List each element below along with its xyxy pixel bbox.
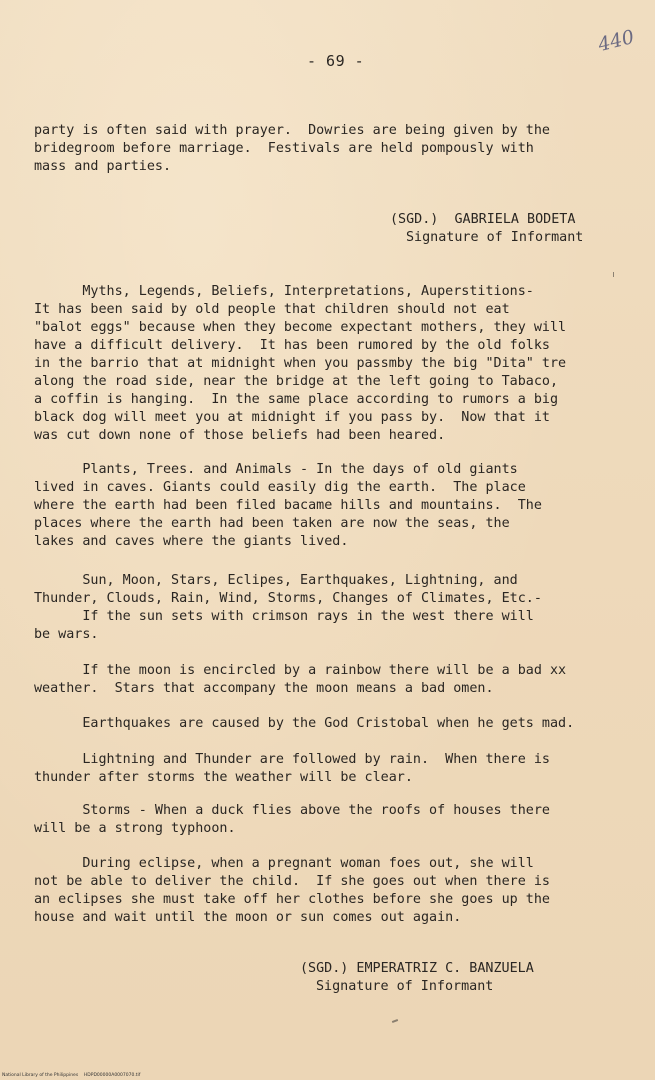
signature-caption-2: Signature of Informant xyxy=(316,979,494,994)
signature-name-2: (SGD.) EMPERATRIZ C. BANZUELA xyxy=(300,961,534,976)
paragraph-myths: Myths, Legends, Beliefs, Interpretations, Auperstitions- It has been said by old people that children should not eat "balot eggs" because when they become expectant mothers, they will have a difficult delivery. It has been rumored by the old folks in the barrio that at midnight when you passmby the big "Dita" tre along the road side, near the bridge at the left going to Tabaco, a coffin is hanging. In the same place according to rumors a big black dog will meet you at midnight if you pass by. Now that it was cut down none of those beliefs had been heared. xyxy=(34,284,567,443)
footer-credit: National Library of the Philippines HDPD00000A0007070.tif xyxy=(2,1073,141,1078)
paragraph-lightning: Lightning and Thunder are followed by rain. When there is thunder after storms the weather will be clear. xyxy=(34,752,550,785)
handwritten-page-number: 440 xyxy=(595,25,637,57)
paragraph-moon: If the moon is encircled by a rainbow there will be a bad xx weather. Stars that accompany the moon means a bad omen. xyxy=(34,663,567,696)
paragraph-earthquakes: Earthquakes are caused by the God Cristobal when he gets mad. xyxy=(34,716,575,731)
ink-speck xyxy=(392,1019,398,1023)
paragraph-customs: party is often said with prayer. Dowries are being given by the bridegroom before marriage. Festivals are held pompously with mass and parties. xyxy=(34,123,550,174)
ink-speck xyxy=(613,272,614,277)
paragraph-plants: Plants, Trees. and Animals - In the days of old giants lived in caves. Giants could easily dig the earth. The place where the earth had been filed bacame hills and mountains. The places where the earth had been taken are now the seas, the lakes and caves where the giants lived. xyxy=(34,462,542,549)
paragraph-storms: Storms - When a duck flies above the roofs of houses there will be a strong typhoon. xyxy=(34,803,550,836)
paragraph-sun: Sun, Moon, Stars, Eclipes, Earthquakes, Lightning, and Thunder, Clouds, Rain, Wind, Storms, Changes of Climates, Etc.- If the sun sets with crimson rays in the west there will be wars. xyxy=(34,573,542,642)
signature-name-1: (SGD.) GABRIELA BODETA xyxy=(390,212,576,227)
page-number: - 69 - xyxy=(307,52,365,70)
paragraph-eclipse: During eclipse, when a pregnant woman foes out, she will not be able to deliver the child. If she goes out when there is an eclipses she must take off her clothes before she goes up the house and wait until the moon or sun comes out again. xyxy=(34,856,550,925)
signature-caption-1: Signature of Informant xyxy=(406,230,584,245)
